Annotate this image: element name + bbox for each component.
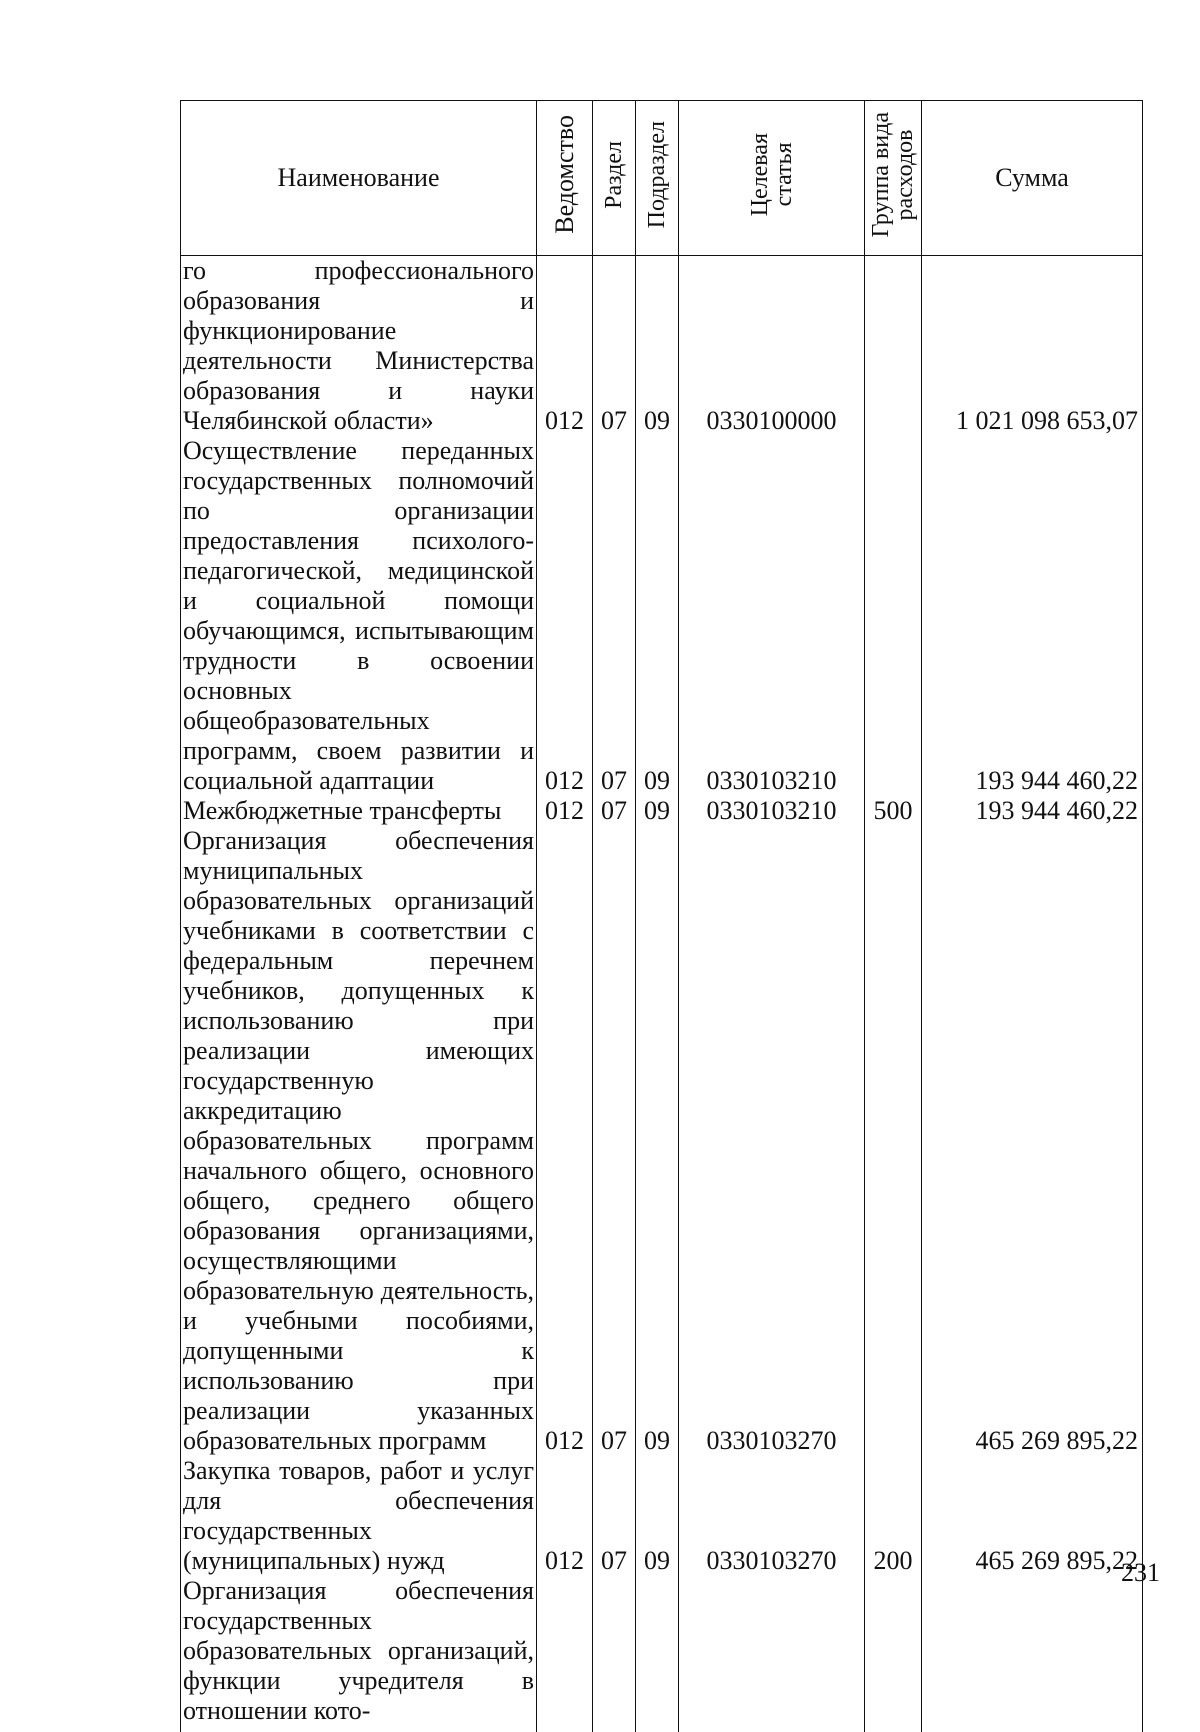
row-summa: 465 269 895,22: [922, 826, 1143, 1456]
row-summa: 193 944 460,22: [922, 436, 1143, 796]
row-podrazdel: 09: [636, 436, 679, 796]
row-podrazdel: [636, 1576, 679, 1726]
row-name: Организация обеспечения государственных образовательных организаций, функции учредителя в отношении кото-: [181, 1576, 537, 1726]
page-number: 231: [1121, 1558, 1160, 1587]
header-name: Наименование: [181, 101, 537, 256]
header-razdel: Раздел: [593, 101, 636, 256]
row-razdel: 07: [593, 796, 636, 826]
table-row: [181, 256, 1143, 437]
row-razdel: 07: [593, 1456, 636, 1576]
row-celevaya-statya: 0330103210: [679, 436, 865, 796]
row-razdel: 07: [593, 436, 636, 796]
row-celevaya-statya: [679, 1576, 865, 1726]
row-celevaya-statya: 0330103210: [679, 796, 865, 826]
row-podrazdel: 09: [636, 826, 679, 1456]
row-razdel: 07: [593, 256, 636, 437]
row-vedomstvo: 012: [537, 796, 593, 826]
row-name: Осуществление переданных государственных полномочий по организации предоставления психолого-педагогической, медицинской и социальной помощи обучающимся, испытывающим трудности в освоении основных общеобразовательных программ, своем развитии и социальной адаптации: [181, 436, 537, 796]
table-row: [181, 1576, 1143, 1726]
row-gruppa: [865, 1576, 922, 1726]
row-podrazdel: 09: [636, 1456, 679, 1576]
table-tail-row: [181, 1726, 1143, 1732]
budget-table: [180, 100, 1143, 1732]
row-gruppa: 200: [865, 1456, 922, 1576]
header-celevaya-statya: Целевая статья: [679, 101, 865, 256]
table-row: [181, 826, 1143, 1456]
row-vedomstvo: 012: [537, 436, 593, 796]
row-podrazdel: 09: [636, 796, 679, 826]
row-summa: 193 944 460,22: [922, 796, 1143, 826]
row-razdel: [593, 1576, 636, 1726]
table-row: [181, 436, 1143, 796]
row-celevaya-statya: 0330100000: [679, 256, 865, 437]
row-gruppa: 500: [865, 796, 922, 826]
row-summa: [922, 1576, 1143, 1726]
row-summa: 465 269 895,22: [922, 1456, 1143, 1576]
header-vedomstvo: Ведомство: [537, 101, 593, 256]
row-gruppa: [865, 256, 922, 437]
table-row: [181, 796, 1143, 826]
row-vedomstvo: 012: [537, 1456, 593, 1576]
row-name: Организация обеспечения муниципальных образовательных организаций учебниками в соответствии с федеральным перечнем учебников, допущенных к использованию при реализации имеющих государственную аккредитацию образовательных программ начального общего, основного общего, среднего общего образования организациями, осуществляющими образовательную деятельность, и учебными пособиями, допущенными к использованию при реализации указанных образовательных программ: [181, 826, 537, 1456]
row-gruppa: [865, 436, 922, 796]
header-summa: Сумма: [922, 101, 1143, 256]
row-vedomstvo: 012: [537, 826, 593, 1456]
row-gruppa: [865, 826, 922, 1456]
row-name: го профессионального образования и функционирование деятельности Министерства образования и науки Челябинской области»: [181, 256, 537, 437]
row-vedomstvo: 012: [537, 256, 593, 437]
row-name: Межбюджетные трансферты: [181, 796, 537, 826]
row-celevaya-statya: 0330103270: [679, 826, 865, 1456]
row-vedomstvo: [537, 1576, 593, 1726]
row-podrazdel: 09: [636, 256, 679, 437]
row-summa: 1 021 098 653,07: [922, 256, 1143, 437]
row-razdel: 07: [593, 826, 636, 1456]
row-celevaya-statya: 0330103270: [679, 1456, 865, 1576]
row-name: Закупка товаров, работ и услуг для обеспечения государственных (муниципальных) нужд: [181, 1456, 537, 1576]
table-header-row: [181, 101, 1143, 256]
table-row: [181, 1456, 1143, 1576]
header-gruppa-vida-rashodov: Группа вида расходов: [865, 101, 922, 256]
header-podrazdel: Подраздел: [636, 101, 679, 256]
